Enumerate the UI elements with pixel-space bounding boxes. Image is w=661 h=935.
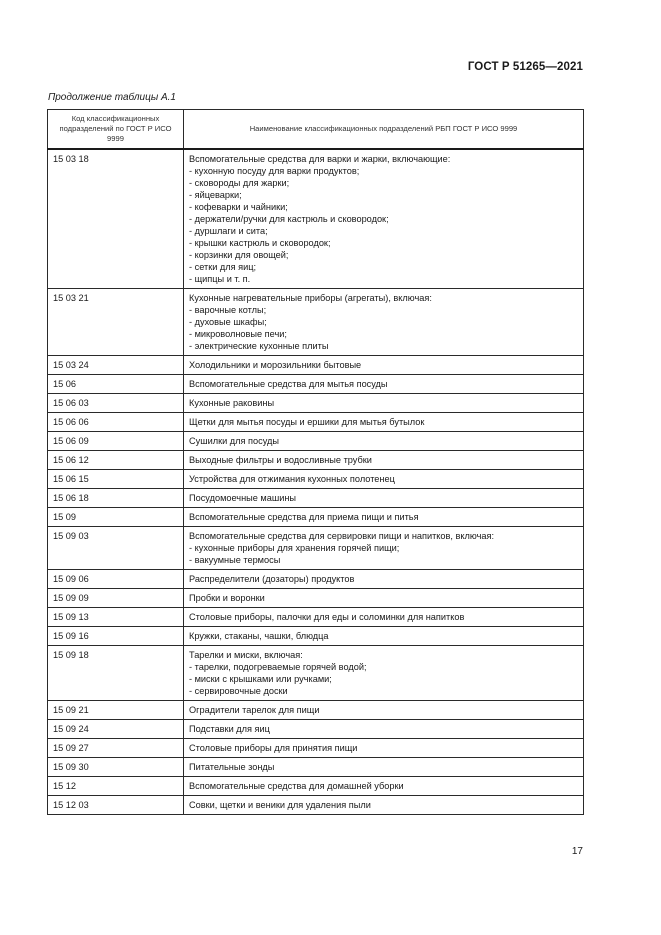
row-code: 15 06 15: [48, 470, 184, 489]
row-name-text: Кухонные раковины: [189, 398, 275, 408]
row-code: 15 09 21: [48, 701, 184, 720]
row-list-item: - тарелки, подогреваемые горячей водой;: [189, 662, 367, 672]
row-list-item: - микроволновые печи;: [189, 329, 287, 339]
table-row: [48, 720, 584, 739]
row-code: 15 06 06: [48, 413, 184, 432]
table-row: [48, 394, 584, 413]
row-list-item: - сетки для яиц;: [189, 262, 257, 272]
row-list-item: - кухонные приборы для хранения горячей пищи;: [189, 543, 400, 553]
row-name: [184, 289, 584, 356]
row-code: 15 09 06: [48, 570, 184, 589]
row-code: 15 09 03: [48, 527, 184, 570]
document-code: ГОСТ Р 51265—2021: [467, 61, 583, 73]
table-row: [48, 739, 584, 758]
row-name: [184, 470, 584, 489]
row-list-item: - кухонную посуду для варки продуктов;: [189, 166, 360, 176]
row-list-item: - духовые шкафы;: [189, 317, 267, 327]
table-row: [48, 589, 584, 608]
row-name-text: Столовые приборы, палочки для еды и соломинки для напитков: [189, 612, 465, 622]
row-code: 15 09 18: [48, 646, 184, 701]
row-name-text: Подставки для яиц: [189, 724, 270, 734]
row-list-item: - сковороды для жарки;: [189, 178, 290, 188]
table-header-row: [48, 110, 584, 150]
table-row: [48, 489, 584, 508]
row-code: 15 03 18: [48, 149, 184, 289]
table-row: [48, 289, 584, 356]
table-row: [48, 646, 584, 701]
row-code: 15 09 27: [48, 739, 184, 758]
row-name: [184, 394, 584, 413]
row-name-text: Кружки, стаканы, чашки, блюдца: [189, 631, 329, 641]
table-row: [48, 451, 584, 470]
row-name: [184, 646, 584, 701]
row-list-item: - миски с крышками или ручками;: [189, 674, 332, 684]
table-row: [48, 508, 584, 527]
table-row: [48, 777, 584, 796]
row-code: 15 06: [48, 375, 184, 394]
row-name-text: Холодильники и морозильники бытовые: [189, 360, 362, 370]
row-code: 15 06 09: [48, 432, 184, 451]
row-name: [184, 589, 584, 608]
table-row: [48, 608, 584, 627]
row-name-text: Вспомогательные средства для приема пищи и питья: [189, 512, 419, 522]
row-name: [184, 432, 584, 451]
table-row: [48, 627, 584, 646]
row-list-item: - вакуумные термосы: [189, 555, 281, 565]
row-list-item: - щипцы и т. п.: [189, 274, 251, 284]
row-name-text: Кухонные нагревательные приборы (агрегаты), включая:: [189, 293, 432, 303]
row-code: 15 09 09: [48, 589, 184, 608]
row-name-text: Питательные зонды: [189, 762, 275, 772]
row-name: [184, 356, 584, 375]
row-name-text: Посудомоечные машины: [189, 493, 297, 503]
row-name-text: Совки, щетки и веники для удаления пыли: [189, 800, 371, 810]
table-row: [48, 432, 584, 451]
row-name-text: Устройства для отжимания кухонных полотенец: [189, 474, 395, 484]
row-name-text: Щетки для мытья посуды и ершики для мытья бутылок: [189, 417, 425, 427]
row-name-text: Столовые приборы для принятия пищи: [189, 743, 358, 753]
row-list-item: - дуршлаги и сита;: [189, 226, 268, 236]
table-row: [48, 570, 584, 589]
row-name-text: Распределители (дозаторы) продуктов: [189, 574, 355, 584]
row-list-item: - держатели/ручки для кастрюль и сковородок;: [189, 214, 389, 224]
table-row: [48, 796, 584, 815]
row-list-item: - варочные котлы;: [189, 305, 267, 315]
row-name-text: Пробки и воронки: [189, 593, 265, 603]
table-row: [48, 470, 584, 489]
table-body: [48, 149, 584, 815]
row-name: [184, 489, 584, 508]
row-name: [184, 608, 584, 627]
row-code: 15 09 13: [48, 608, 184, 627]
row-code: 15 09 16: [48, 627, 184, 646]
row-name-text: Оградители тарелок для пищи: [189, 705, 320, 715]
row-name: [184, 451, 584, 470]
row-list-item: - корзинки для овощей;: [189, 250, 289, 260]
row-list-item: - яйцеварки;: [189, 190, 242, 200]
row-code: 15 09: [48, 508, 184, 527]
row-name: [184, 627, 584, 646]
row-name-text: Вспомогательные средства для мытья посуды: [189, 379, 388, 389]
table-row: [48, 375, 584, 394]
column-header-name: Наименование классификационных подразделений РБП ГОСТ Р ИСО 9999: [184, 110, 584, 150]
row-name-text: Сушилки для посуды: [189, 436, 279, 446]
row-name: [184, 149, 584, 289]
row-name: [184, 701, 584, 720]
row-code: 15 03 21: [48, 289, 184, 356]
row-code: 15 12: [48, 777, 184, 796]
row-name-text: Вспомогательные средства для сервировки пищи и напитков, включая:: [189, 531, 495, 541]
row-name-text: Вспомогательные средства для домашней уборки: [189, 781, 404, 791]
row-code: 15 06 03: [48, 394, 184, 413]
row-name: [184, 796, 584, 815]
table-caption: Продолжение таблицы А.1: [48, 92, 176, 103]
row-name: [184, 508, 584, 527]
row-name: [184, 777, 584, 796]
column-header-code: Код классификационных подразделений по ГОСТ Р ИСО 9999: [48, 110, 184, 150]
classification-table: [47, 109, 584, 815]
row-name: [184, 527, 584, 570]
row-name: [184, 375, 584, 394]
row-list-item: - кофеварки и чайники;: [189, 202, 288, 212]
page-number: 17: [571, 846, 583, 857]
row-code: 15 06 18: [48, 489, 184, 508]
row-name: [184, 570, 584, 589]
row-list-item: - электрические кухонные плиты: [189, 341, 329, 351]
table-row: [48, 413, 584, 432]
table-row: [48, 149, 584, 289]
row-code: 15 09 30: [48, 758, 184, 777]
row-name-text: Вспомогательные средства для варки и жарки, включающие:: [189, 154, 451, 164]
row-list-item: - крышки кастрюль и сковородок;: [189, 238, 331, 248]
row-name: [184, 720, 584, 739]
table-row: [48, 356, 584, 375]
row-name: [184, 739, 584, 758]
table-row: [48, 758, 584, 777]
table-row: [48, 527, 584, 570]
row-code: 15 03 24: [48, 356, 184, 375]
row-name: [184, 758, 584, 777]
row-code: 15 09 24: [48, 720, 184, 739]
row-list-item: - сервировочные доски: [189, 686, 288, 696]
row-name-text: Выходные фильтры и водосливные трубки: [189, 455, 372, 465]
table-row: [48, 701, 584, 720]
row-name-text: Тарелки и миски, включая:: [189, 650, 303, 660]
row-name: [184, 413, 584, 432]
row-code: 15 12 03: [48, 796, 184, 815]
row-code: 15 06 12: [48, 451, 184, 470]
